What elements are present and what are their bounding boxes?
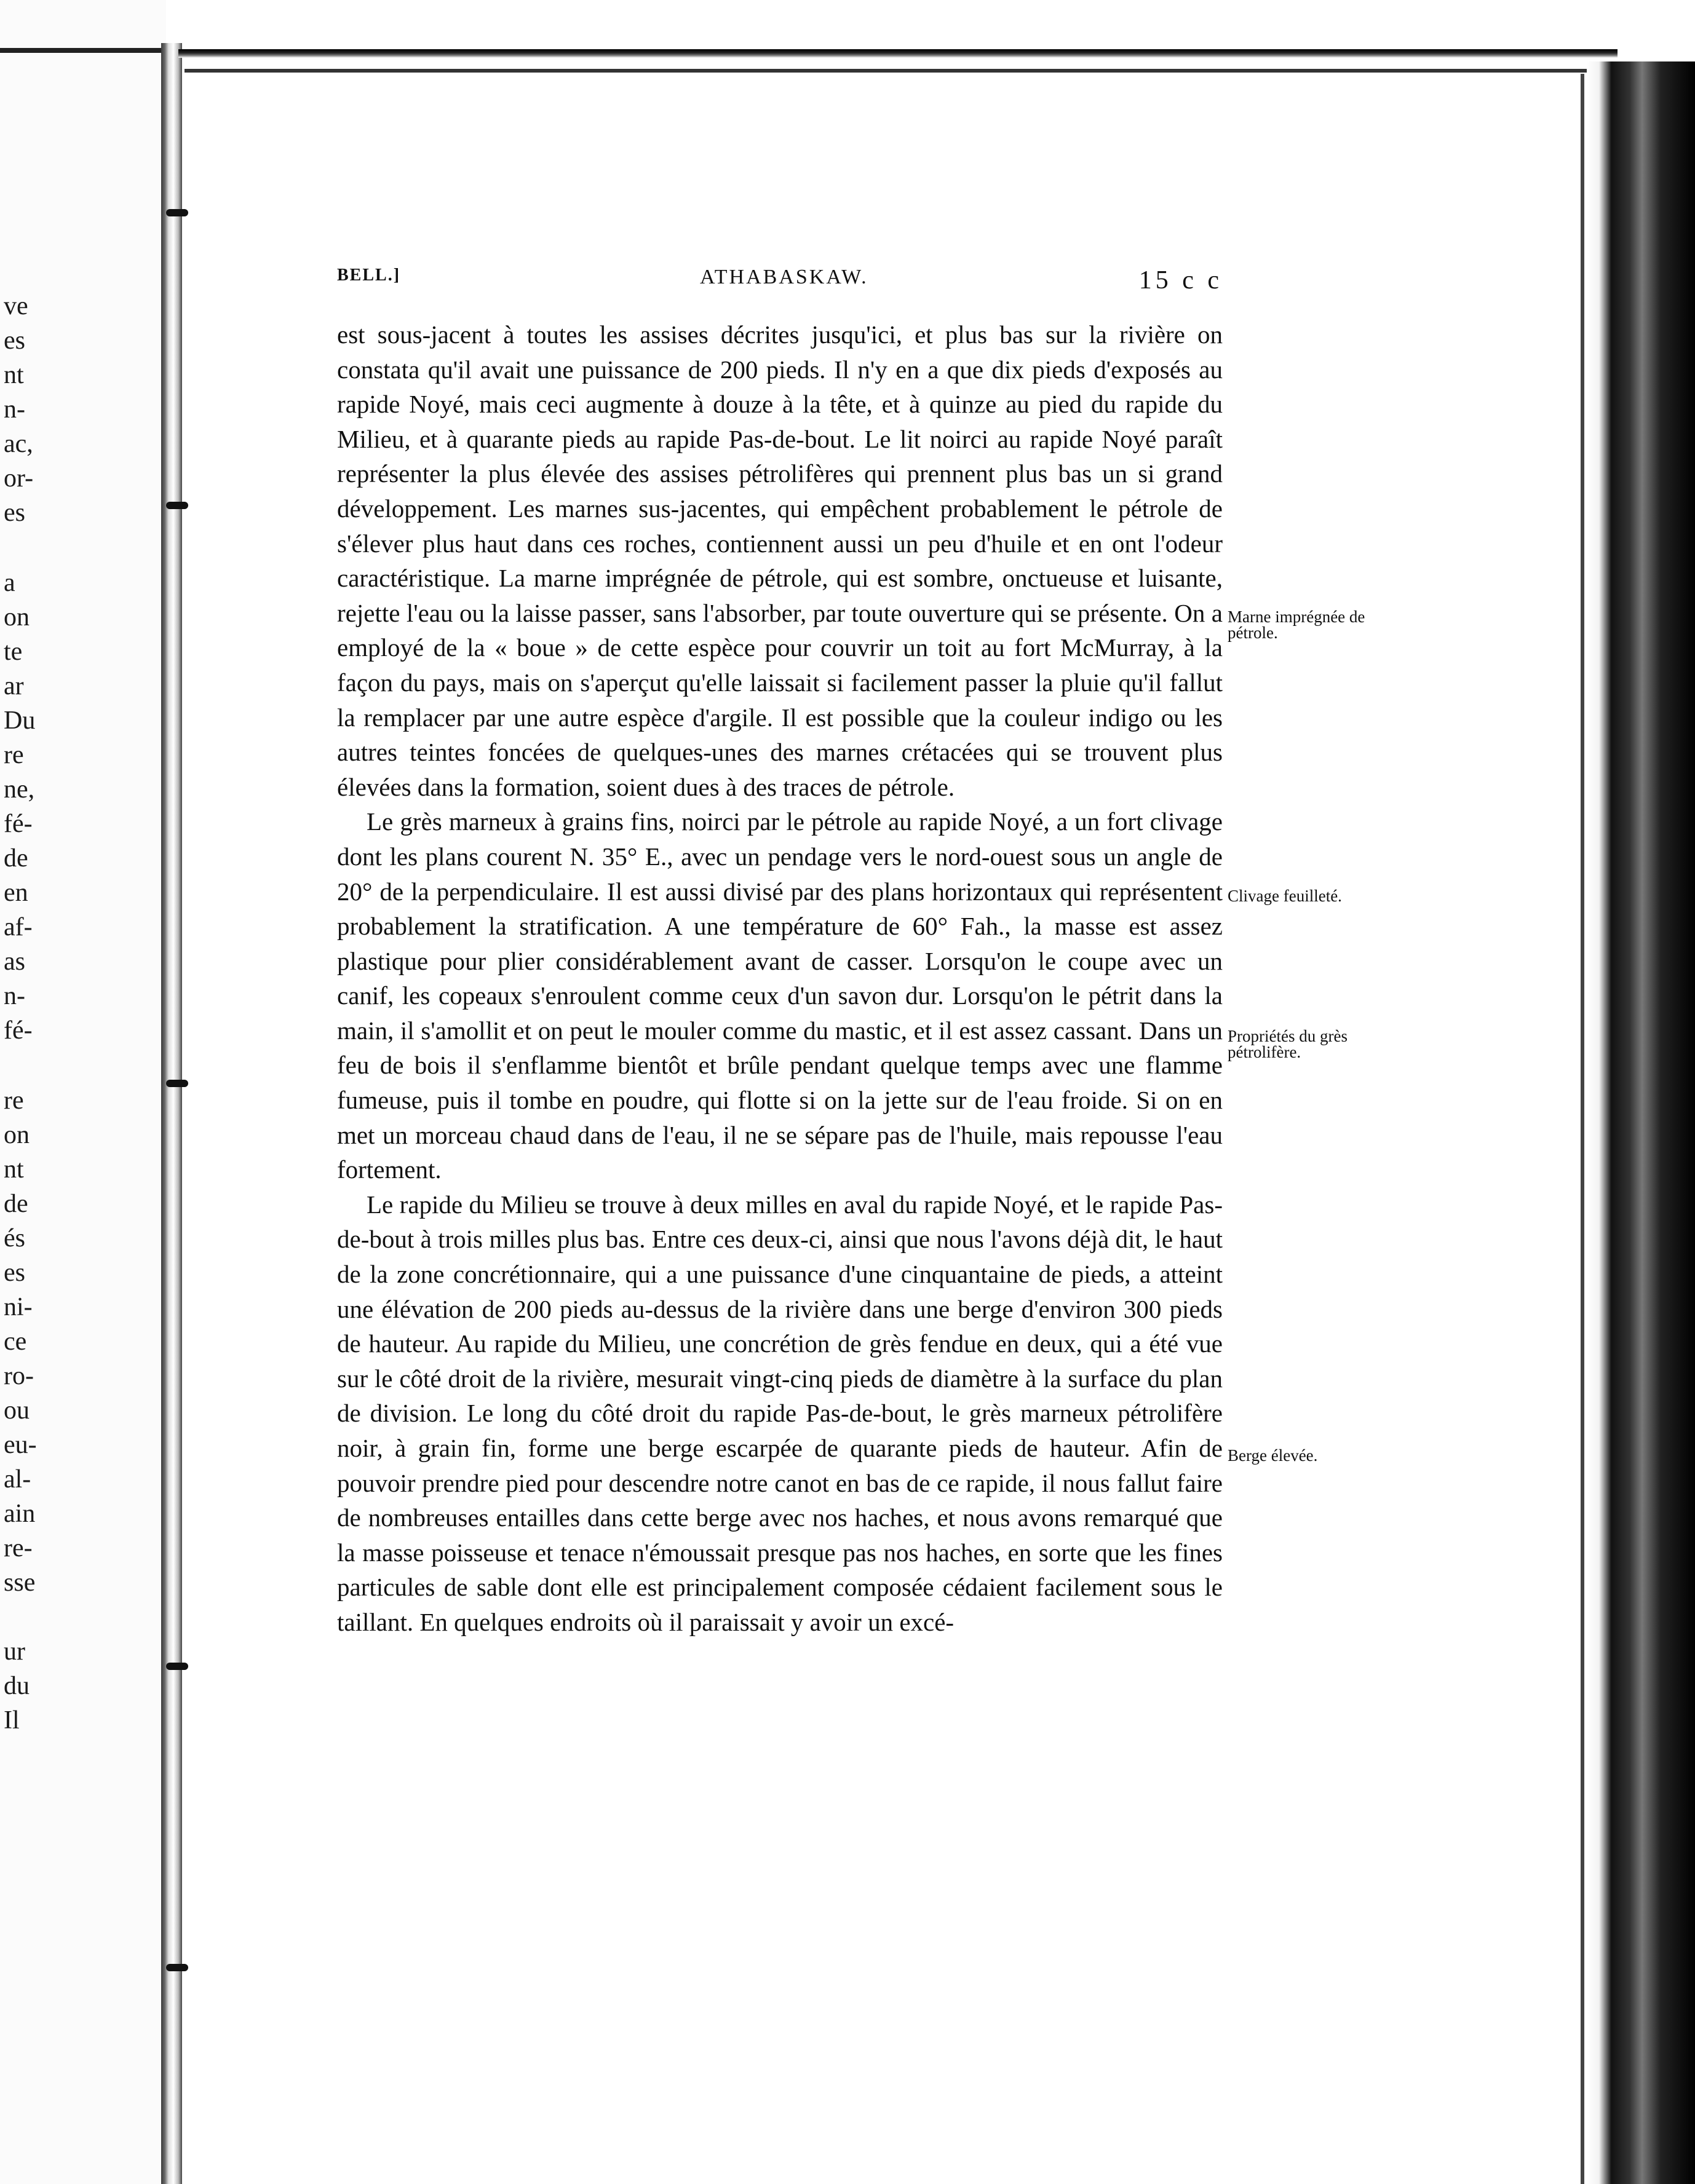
facing-page-fragment-text: Du: [4, 706, 36, 735]
page-number: 15 c c: [1138, 266, 1223, 295]
facing-page-fragment-text: te: [4, 638, 23, 666]
facing-page-fragment-text: ro-: [4, 1362, 34, 1390]
facing-page-fragment-text: ain: [4, 1500, 36, 1528]
facing-page-fragment-text: es: [4, 326, 25, 355]
page-top-edge-shadow: [185, 69, 1599, 73]
page-top-edge: [178, 49, 1618, 58]
facing-page-fragment-text: as: [4, 948, 25, 976]
facing-page-fragment-text: al-: [4, 1465, 31, 1494]
facing-page-fragment-text: n-: [4, 395, 25, 424]
binding-mark: [154, 1660, 197, 1674]
margin-note-berge: Berge élevée.: [1228, 1446, 1318, 1465]
binding-mark: [154, 207, 197, 220]
book-gutter: [161, 43, 182, 2184]
running-head-title: ATHABASKAW.: [700, 266, 868, 288]
facing-page-fragment-text: ce: [4, 1327, 27, 1356]
margin-note-marne: Marne imprégnée de pétrole.: [1228, 607, 1365, 642]
page-right-edge-line: [1581, 74, 1584, 2184]
facing-page-fragment-text: Il: [4, 1706, 20, 1735]
body-text: [337, 317, 1223, 1640]
facing-page-fragment-text: de: [4, 1190, 28, 1218]
facing-page-fragment-text: nt: [4, 361, 24, 389]
margin-note-proprietes: Propriétés du grès pétrolifère.: [1228, 1027, 1348, 1061]
binding-mark: [154, 499, 197, 513]
facing-page-fragment-text: en: [4, 879, 28, 907]
facing-page-fragment-text: or-: [4, 464, 34, 493]
facing-page-fragment-text: ve: [4, 292, 28, 320]
facing-page-fragment-text: sse: [4, 1569, 36, 1597]
facing-page-fragment-text: nt: [4, 1155, 24, 1184]
facing-page-fragment-text: ar: [4, 672, 24, 700]
facing-page-fragment-text: on: [4, 603, 30, 631]
paragraph-1: est sous-jacent à toutes les assises décrites jusqu'ici, et plus bas sur la rivière on constata qu'il avait une puissance de 200 pieds. Il n'y en a que dix pieds d'exposés au rapide Noyé, mais ceci augmente à douze à la tête, et à quinze au pied du rapide du Milieu, et à quarante pieds au rapide Pas-de-bout. Le lit noirci au rapide Noyé paraît représenter la plus élevée des assises pétrolifères qui prennent plus bas un si grand développement. Les marnes sus-jacentes, qui empêchent probablement le pétrole de s'élever plus haut dans ces roches, contiennent aussi un peu d'huile et en ont l'odeur caractéristique. La marne imprégnée de pétrole, qui est sombre, onctueuse et luisante, rejette l'eau ou la laisse passer, sans l'absorber, par toute ouverture qui se présente. On a employé de la « boue » de cette espèce pour couvrir un toit au fort McMurray, à la façon du pays, mais on s'aperçut qu'elle laissait si facilement passer la pluie qu'il fallut la remplacer par une autre espèce d'argile. Il est possible que la couleur indigo ou les autres teintes foncées de quelques-unes des marnes crétacées qui se trouvent plus élevées dans la formation, soient dues à des traces de pétrole.: [337, 320, 1223, 801]
facing-page-rule: [0, 48, 166, 53]
margin-note-clivage: Clivage feuilleté.: [1228, 887, 1342, 905]
facing-page-fragment-text: du: [4, 1672, 30, 1700]
facing-page-fragment-text: ni-: [4, 1293, 33, 1321]
facing-page-fragment-text: ac,: [4, 430, 33, 458]
facing-page-fragment-text: es: [4, 499, 25, 527]
facing-page-fragment: [0, 0, 166, 2184]
facing-page-fragment-text: a: [4, 569, 15, 597]
facing-page-fragment-text: eu-: [4, 1431, 37, 1459]
facing-page-fragment-text: n-: [4, 982, 25, 1010]
facing-page-fragment-text: de: [4, 844, 28, 872]
facing-page-fragment-text: ur: [4, 1637, 25, 1666]
paragraph-2: Le grès marneux à grains fins, noirci par le pétrole au rapide Noyé, a un fort clivage dont les plans courent N. 35° E., avec un pendage vers le nord-ouest sous un angle de 20° de la perpendiculaire. Il est aussi divisé par des plans horizontaux qui représentent probablement la stratification. A une température de 60° Fah., la masse est assez plastique pour plier considérablement avant de casser. Lorsqu'on le coupe avec un canif, les copeaux s'enroulent comme ceux d'un savon dur. Lorsqu'on le pétrit dans la main, il s'amollit et on peut le mouler comme du mastic, et il est assez cassant. Dans un feu de bois il s'enflamme bientôt et brûle pendant quelque temps avec une flamme fumeuse, puis il tombe en poudre, qui flotte si on la jette sur de l'eau froide. Si on en met un morceau chaud dans de l'eau, il ne se sépare pas de l'huile, mais repousse l'eau fortement.: [337, 807, 1223, 1184]
facing-page-fragment-text: af-: [4, 913, 33, 941]
facing-page-fragment-text: re-: [4, 1534, 33, 1562]
facing-page-fragment-text: re: [4, 1086, 24, 1115]
facing-page-fragment-text: on: [4, 1121, 30, 1149]
facing-page-fragment-text: fé-: [4, 1016, 33, 1045]
binding-mark: [154, 1961, 197, 1975]
running-head: [337, 266, 1223, 303]
facing-page-fragment-text: ou: [4, 1396, 30, 1425]
running-head-author: BELL.]: [337, 266, 401, 285]
facing-page-fragment-text: fé-: [4, 810, 33, 838]
binding-mark: [154, 1077, 197, 1091]
paragraph-3: Le rapide du Milieu se trouve à deux milles en aval du rapide Noyé, et le rapide Pas-de-bout à trois milles plus bas. Entre ces deux-ci, ainsi que nous l'avons déjà dit, le haut de la zone concrétionnaire, qui a une puissance d'une cinquantaine de pieds, a atteint une élévation de 200 pieds au-dessus de la rivière dans une berge d'environ 300 pieds de hauteur. Au rapide du Milieu, une concrétion de grès fendue en deux, qui a été vue sur le côté droit de la rivière, mesurait vingt-cinq pieds de diamètre à la surface du plan de division. Le long du côté droit du rapide Pas-de-bout, le grès marneux pétrolifère noir, à grain fin, forme une berge escarpée de quarante pieds de hauteur. Afin de pouvoir prendre pied pour descendre notre canot en bas de ce rapide, il nous fallut faire de nombreuses entailles dans cette berge avec nos haches, et nous avons remarqué que la masse poisseuse et tenace n'émoussait presque pas nos haches, en sorte que les fines particules de sable dont elle est principalement composée cédaient facilement sous le taillant. En quelques endroits où il paraissait y avoir un excé-: [337, 1190, 1223, 1636]
facing-page-fragment-text: es: [4, 1259, 25, 1287]
facing-page-fragment-text: ne,: [4, 775, 35, 804]
page-right-edge: [1587, 61, 1695, 2184]
facing-page-fragment-text: és: [4, 1224, 25, 1252]
facing-page-fragment-text: re: [4, 741, 24, 769]
